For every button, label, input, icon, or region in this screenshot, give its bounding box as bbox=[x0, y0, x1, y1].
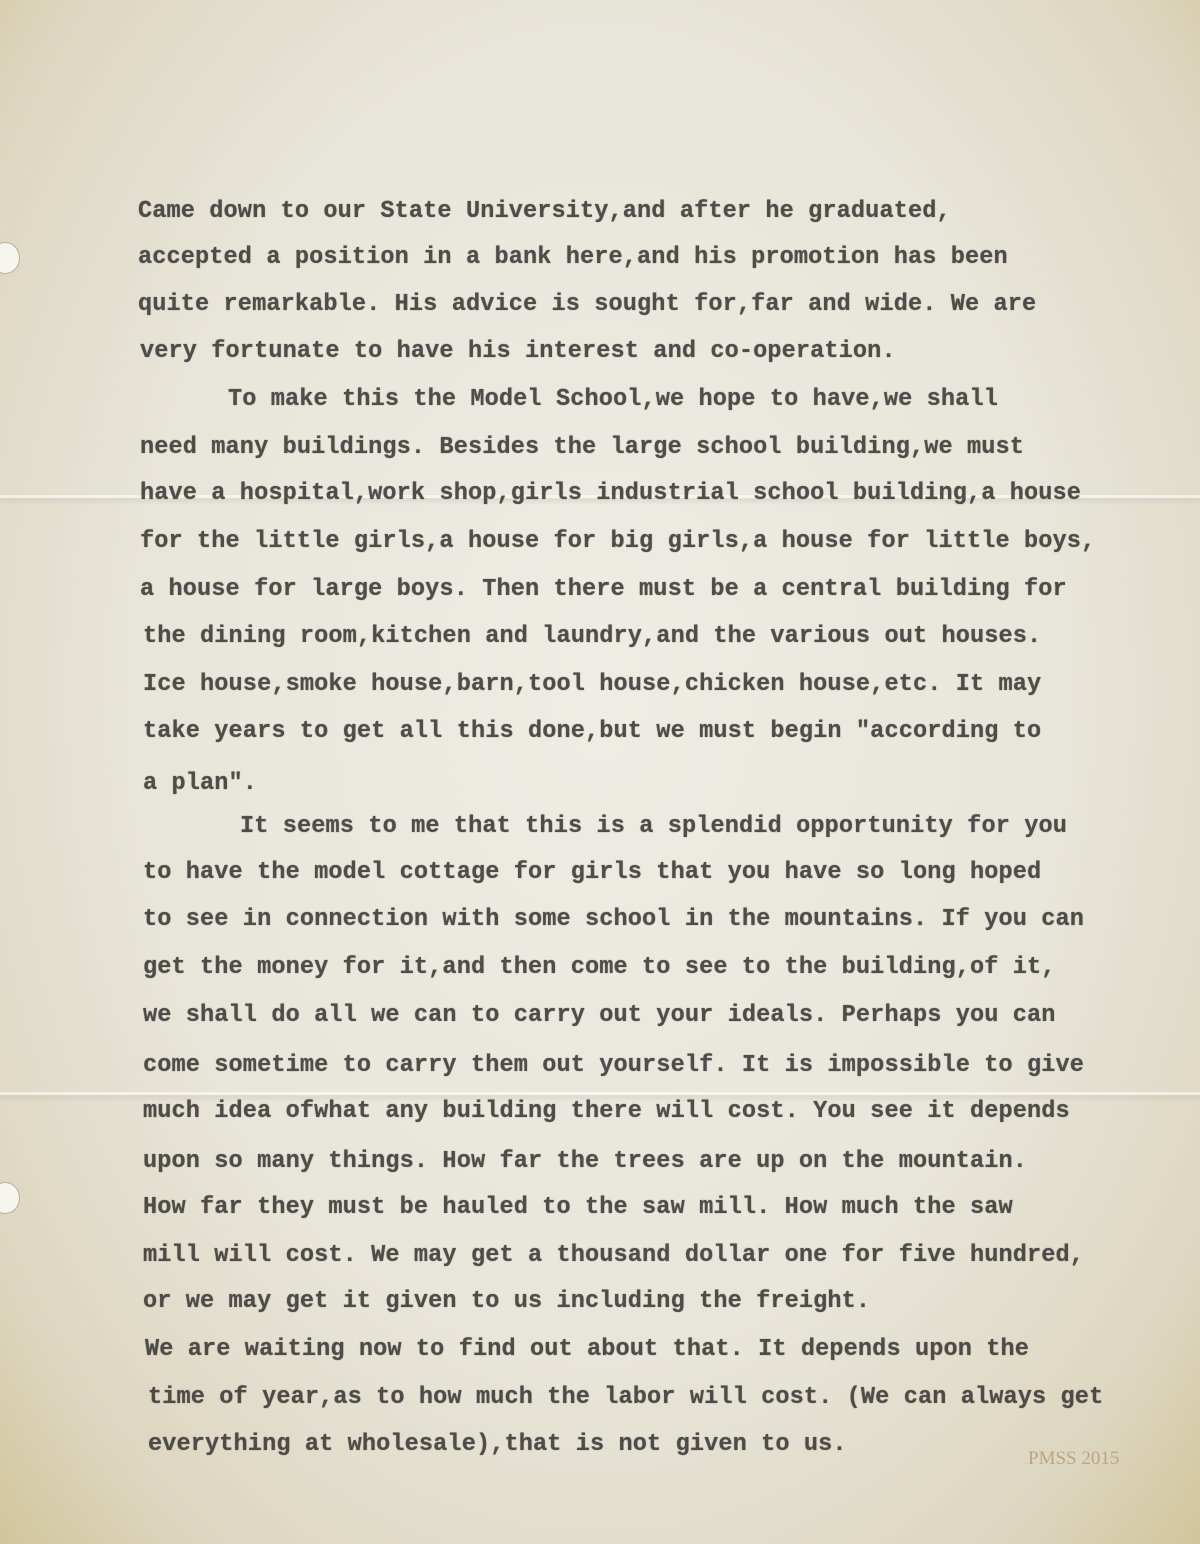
text-line: everything at wholesale),that is not given to us. bbox=[148, 1431, 847, 1458]
text-line: the dining room,kitchen and laundry,and the various out houses. bbox=[143, 623, 1042, 650]
text-line: upon so many things. How far the trees are up on the mountain. bbox=[143, 1148, 1028, 1175]
text-line: much idea ofwhat any building there will cost. You see it depends bbox=[143, 1098, 1070, 1125]
text-line: for the little girls,a house for big girls,a house for little boys, bbox=[140, 528, 1096, 555]
text-line: to see in connection with some school in the mountains. If you can bbox=[143, 906, 1085, 933]
punch-hole bbox=[0, 242, 20, 274]
text-line: mill will cost. We may get a thousand dollar one for five hundred, bbox=[143, 1242, 1085, 1269]
text-line: accepted a position in a bank here,and his promotion has been bbox=[138, 244, 1008, 271]
punch-hole bbox=[0, 1182, 20, 1214]
text-line: quite remarkable. His advice is sought for,far and wide. We are bbox=[138, 291, 1037, 318]
text-line: time of year,as to how much the labor will cost. (We can always get bbox=[148, 1384, 1104, 1411]
text-line: We are waiting now to find out about that. It depends upon the bbox=[145, 1336, 1030, 1363]
text-line: get the money for it,and then come to see to the building,of it, bbox=[143, 954, 1056, 981]
paper-crease bbox=[0, 1092, 1200, 1095]
text-line: come sometime to carry them out yourself. It is impossible to give bbox=[143, 1052, 1085, 1079]
archive-watermark: PMSS 2015 bbox=[1028, 1448, 1120, 1469]
text-line: a plan". bbox=[143, 770, 258, 797]
text-line: Ice house,smoke house,barn,tool house,chicken house,etc. It may bbox=[143, 671, 1042, 698]
paragraph-start-line: It seems to me that this is a splendid opportunity for you bbox=[240, 813, 1067, 840]
text-line: need many buildings. Besides the large school building,we must bbox=[140, 434, 1025, 461]
paragraph-start-line: To make this the Model School,we hope to have,we shall bbox=[228, 386, 998, 413]
text-line: Came down to our State University,and after he graduated, bbox=[138, 198, 951, 225]
text-line: take years to get all this done,but we must begin "according to bbox=[143, 718, 1042, 745]
text-line: or we may get it given to us including the freight. bbox=[143, 1288, 871, 1315]
text-line: to have the model cottage for girls that you have so long hoped bbox=[143, 859, 1042, 886]
text-line: How far they must be hauled to the saw mill. How much the saw bbox=[143, 1194, 1013, 1221]
text-line: a house for large boys. Then there must be a central building for bbox=[140, 576, 1067, 603]
text-line: we shall do all we can to carry out your ideals. Perhaps you can bbox=[143, 1002, 1056, 1029]
text-line: very fortunate to have his interest and co-operation. bbox=[140, 338, 896, 365]
text-line: have a hospital,work shop,girls industrial school building,a house bbox=[140, 480, 1082, 507]
